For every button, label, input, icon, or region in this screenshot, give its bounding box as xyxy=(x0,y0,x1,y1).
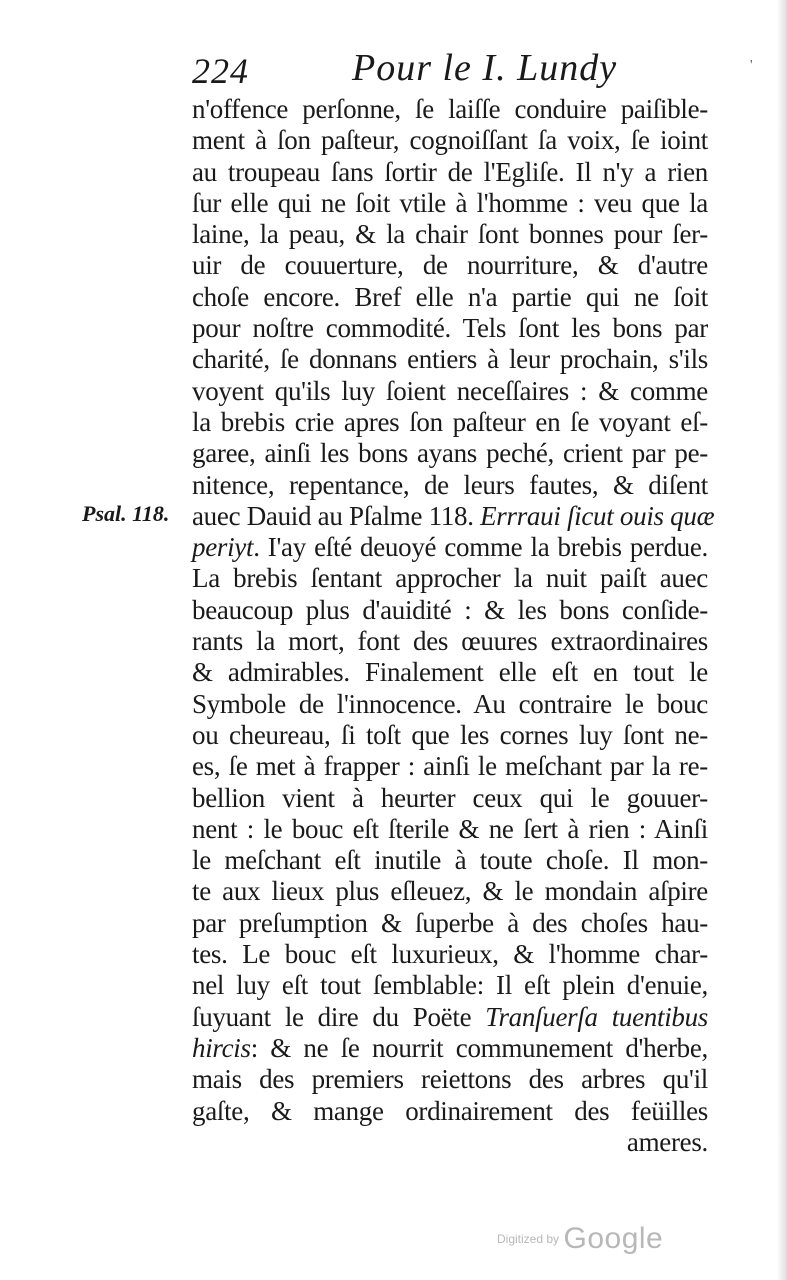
corner-mark: ' xyxy=(750,58,753,73)
text-line: garee, ainſi les bons ayans peché, crient par pe- xyxy=(192,438,708,469)
text-line: au troupeau ſans ſortir de l'Egliſe. Il n'y a rien xyxy=(192,156,708,187)
text-line: pour noſtre commodité. Tels ſont les bons par xyxy=(192,313,708,344)
text-line: ſur elle qui ne ſoit vtile à l'homme : veu que la xyxy=(192,187,708,218)
text-line: mais des premiers reiettons des arbres qu'il xyxy=(192,1064,708,1095)
page-edge-shadow xyxy=(777,0,787,1280)
text-line: te aux lieux plus eſleuez, & le mondain aſpire xyxy=(192,876,708,907)
text-line: choſe encore. Bref elle n'a partie qui ne ſoit xyxy=(192,281,708,312)
text-line: gaſte, & mange ordinairement des feüilles xyxy=(192,1095,708,1126)
text-line: nel luy eſt tout ſemblable: Il eſt plein d'enuie, xyxy=(192,970,708,1001)
running-head: Pour le I. Lundy xyxy=(352,47,618,89)
text-line: beaucoup plus d'auidité : & les bons conſide- xyxy=(192,594,708,625)
text-line: La brebis ſentant approcher la nuit paiſt auec xyxy=(192,563,708,594)
text-line: le meſchant eſt inutile à toute choſe. Il mon- xyxy=(192,845,708,876)
body-text xyxy=(192,94,715,1158)
page-number: 224 xyxy=(192,51,249,91)
text-line: auec Dauid au Pſalme 118. Errraui ſicut ouis quæ xyxy=(192,500,715,531)
text-line: bellion vient à heurter ceux qui le gouuer- xyxy=(192,782,708,813)
watermark-brand: Google xyxy=(563,1222,664,1255)
text-line: & admirables. Finalement elle eſt en tout le xyxy=(192,657,708,688)
latin-quote: Tranſuerſa tuentibus xyxy=(485,1001,708,1032)
text-line: Symbole de l'innocence. Au contraire le bouc xyxy=(192,688,708,719)
text-line: nent : le bouc eſt ſterile & ne ſert à rien : Ainſi xyxy=(192,813,708,844)
latin-quote: hircis xyxy=(192,1032,251,1063)
text-line: es, ſe met à frapper : ainſi le meſchant par la re- xyxy=(192,751,708,782)
text-line: laine, la peau, & la chair ſont bonnes pour ſer- xyxy=(192,219,708,250)
text-line: uir de couuerture, de nourriture, & d'autre xyxy=(192,250,708,281)
latin-quote: Errraui ſicut ouis quæ xyxy=(480,500,715,531)
text-line: rants la mort, font des œuures extraordinaires xyxy=(192,626,708,657)
text-line: nitence, repentance, de leurs fautes, & diſent xyxy=(192,469,708,500)
margin-note-psalm: Psal. 118. xyxy=(82,501,170,526)
text-line: hircis: & ne ſe nourrit communement d'herbe, xyxy=(192,1032,708,1063)
text-line: ment à ſon paſteur, cognoiſſant ſa voix, ſe ioint xyxy=(192,125,708,156)
text-line: voyent qu'ils luy ſoient neceſſaires : & comme xyxy=(192,375,708,406)
text-line: par preſumption & ſuperbe à des choſes hau- xyxy=(192,907,708,938)
digitized-watermark xyxy=(497,1222,663,1256)
text-line: tes. Le bouc eſt luxurieux, & l'homme char- xyxy=(192,939,708,970)
text-line: periyt. I'ay eſté deuoyé comme la brebis perdue. xyxy=(192,532,708,563)
text-line: charité, ſe donnans entiers à leur prochain, s'ils xyxy=(192,344,708,375)
text-line: n'offence perſonne, ſe laiſſe conduire paiſible- xyxy=(192,94,708,124)
text-line: ou cheureau, ſi toſt que les cornes luy ſont ne- xyxy=(192,719,708,750)
text-line: la brebis crie apres ſon paſteur en ſe voyant eſ- xyxy=(192,406,708,437)
latin-quote: periyt xyxy=(192,532,254,563)
catchword: ameres. xyxy=(626,1126,708,1157)
text-line: ſuyuant le dire du Poëte Tranſuerſa tuentibus xyxy=(192,1001,708,1032)
watermark-prefix: Digitized by xyxy=(497,1232,560,1246)
